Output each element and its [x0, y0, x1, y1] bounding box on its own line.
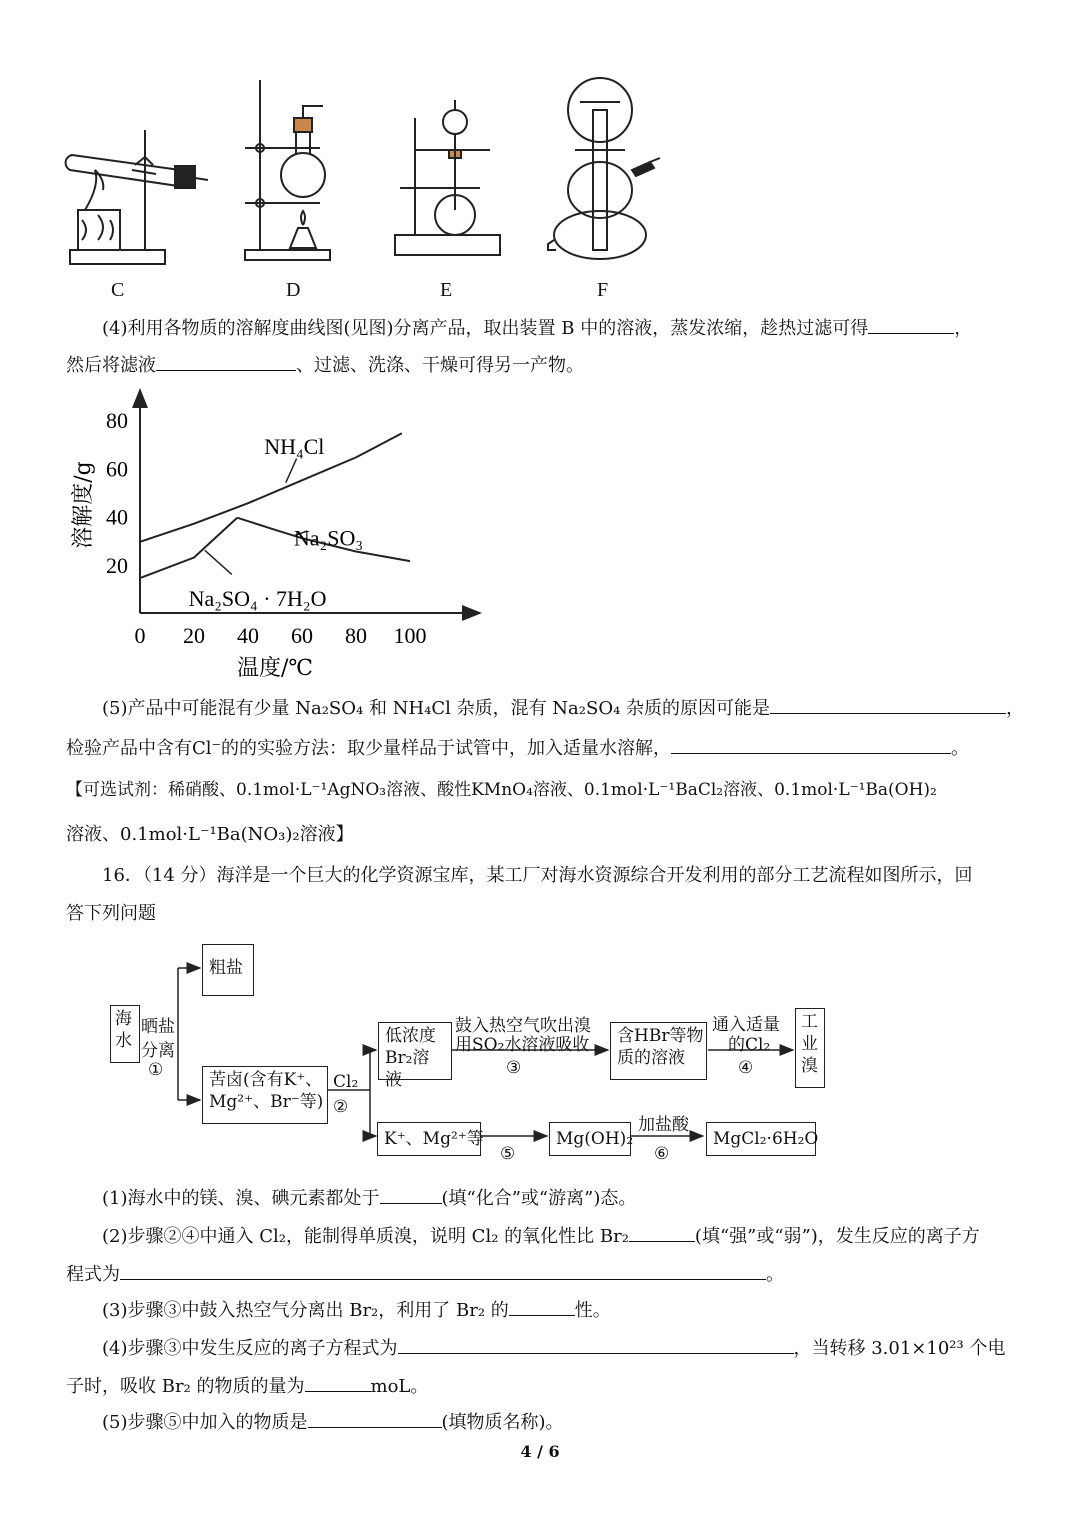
flow-step4-label-a: 通入适量	[712, 1015, 780, 1035]
q5-line2	[66, 734, 969, 760]
q16-intro-line1: 16．（14 分）海洋是一个巨大的化学资源宝库，某工厂对海水资源综合开发利用的部分工艺流程如图所示，回	[102, 865, 973, 886]
q4-line1	[102, 314, 972, 340]
x-tick-label: 20	[183, 623, 205, 648]
y-tick-label: 40	[106, 504, 128, 530]
apparatus-illustrations	[60, 70, 700, 280]
flow-brine-text-a: 苦卤(含有K⁺、	[209, 1070, 323, 1090]
x-tick-label: 0	[134, 623, 146, 648]
x-tick-label: 80	[345, 623, 367, 648]
q4-text-c: 、过滤、洗涤、干燥可得另一产物。	[296, 355, 584, 376]
flow-crude-salt-box: 粗盐	[202, 944, 254, 996]
na2so4-leader	[205, 550, 232, 574]
q4-text-b: 然后将滤液	[66, 355, 156, 376]
flow-step3-num: ③	[506, 1058, 522, 1078]
flow-mgoh-box: Mg(OH)₂	[549, 1122, 631, 1156]
x-tick-label: 40	[237, 623, 259, 648]
q16-sub3-text: (3)步骤③中鼓入热空气分离出 Br₂，利用了 Br₂ 的	[102, 1300, 509, 1321]
q5-answer-blank-1[interactable]	[770, 695, 1006, 714]
q16-sub4-line2	[66, 1372, 428, 1398]
y-tick-label: 60	[106, 456, 128, 482]
q16-sub1-end: (填“化合”或“游离”)态。	[441, 1188, 637, 1209]
apparatus-d-drawing	[245, 80, 330, 260]
na2so3-label: Na₂SO₃	[293, 525, 364, 551]
apparatus-c-drawing	[66, 130, 208, 264]
apparatus-label-c: C	[111, 279, 125, 301]
q16-sub1	[102, 1184, 636, 1210]
q16-sub3-end: 性。	[574, 1300, 611, 1321]
q5-answer-blank-2[interactable]	[671, 735, 951, 754]
flow-low-br-text-b: Br₂溶液	[385, 1048, 430, 1090]
y-tick-label: 20	[106, 552, 128, 578]
q5-reagents-line2: 溶液、0.1mol·L⁻¹Ba(NO₃)₂溶液】	[66, 824, 354, 845]
q16-sub5-end: (填物质名称)。	[441, 1412, 564, 1433]
q16-sub4	[102, 1334, 1005, 1360]
q16-sub5-text: (5)步骤⑤中加入的物质是	[102, 1412, 308, 1433]
q16-sub5	[102, 1408, 564, 1434]
q5-text-b: 检验产品中含有Cl⁻的的实验方法：取少量样品于试管中，加入适量水溶解，	[66, 738, 672, 759]
q16-sub3-blank[interactable]	[509, 1297, 575, 1316]
flow-brine-text-b: Mg²⁺、Br⁻等)	[209, 1092, 324, 1112]
flow-step2-num: ②	[333, 1097, 349, 1117]
q16-sub2-text-a: (2)步骤②④中通入 Cl₂，能制得单质溴，说明 Cl₂ 的氧化性比 Br₂	[102, 1226, 629, 1247]
flow-step1-label-b: 分离	[141, 1041, 175, 1061]
flow-k-mg-box: K⁺、Mg²⁺等	[377, 1122, 481, 1156]
q16-sub4-blank-2[interactable]	[305, 1373, 371, 1392]
flow-step6-num: ⑥	[654, 1144, 670, 1164]
flow-step5-num: ⑤	[500, 1144, 516, 1164]
flow-hbr-box	[610, 1022, 707, 1080]
flow-hbr-text-b: 质的溶液	[617, 1048, 685, 1068]
q16-sub2-text-b: (填“强”或“弱”)，发生反应的离子方	[694, 1226, 980, 1247]
flow-step4-label-b: 的Cl₂	[728, 1035, 771, 1055]
flow-brine-box	[202, 1066, 328, 1124]
nh4cl-label: NH₄Cl	[264, 433, 325, 459]
q16-sub4-text-a: (4)步骤③中发生反应的离子方程式为	[102, 1338, 398, 1359]
flow-hbr-text-a: 含HBr等物	[617, 1026, 704, 1046]
apparatus-label-d: D	[286, 279, 301, 301]
q4-text-a: (4)利用各物质的溶解度曲线图(见图)分离产品，取出装置 B 中的溶液，蒸发浓缩，趁热过滤可得	[102, 318, 869, 339]
flow-low-br-box	[378, 1022, 452, 1090]
q16-sub5-blank[interactable]	[308, 1409, 442, 1428]
flow-step3-label-b: 用SO₂水溶液吸收	[455, 1035, 590, 1055]
apparatus-label-e: E	[440, 279, 453, 301]
q16-sub3	[102, 1296, 611, 1322]
q5-text-end1: ，	[1006, 698, 1025, 719]
apparatus-label-f: F	[597, 279, 609, 301]
q16-sub2	[102, 1222, 980, 1248]
q5-line1	[102, 694, 1024, 720]
q4-answer-blank-1[interactable]	[868, 315, 954, 334]
flow-step1-label-a: 晒盐	[141, 1017, 175, 1037]
q5-reagents-line1: 【可选试剂：稀硝酸、0.1mol·L⁻¹AgNO₃溶液、酸性KMnO₄溶液、0.1mol·L⁻¹BaCl₂溶液、0.1mol·L⁻¹Ba(OH)₂	[66, 780, 937, 800]
solubility-chart	[60, 385, 500, 685]
flow-industrial-br-box: 工 业 溴	[795, 1008, 825, 1088]
apparatus-f-drawing	[548, 78, 660, 259]
page-number: 4 / 6	[520, 1442, 560, 1461]
q16-sub4-text-c: 子时，吸收 Br₂ 的物质的量为	[66, 1376, 305, 1397]
q16-sub2-line2	[66, 1260, 784, 1286]
q16-sub1-blank[interactable]	[380, 1185, 442, 1204]
q16-sub2-blank-2[interactable]	[120, 1261, 766, 1280]
q4-answer-blank-2[interactable]	[156, 352, 296, 371]
y-axis-title: 溶解度/g	[71, 461, 96, 549]
nh4cl-leader	[286, 459, 297, 483]
flow-step1-num: ①	[148, 1060, 164, 1080]
q5-text-end2: 。	[951, 738, 970, 759]
flow-step6-label: 加盐酸	[638, 1115, 689, 1135]
flow-step4-num: ④	[738, 1058, 754, 1078]
flow-cl2-label: Cl₂	[333, 1072, 359, 1092]
q16-sub2-text-c: 程式为	[66, 1264, 120, 1285]
x-axis-title: 温度/℃	[236, 656, 314, 681]
na2so4-curve	[140, 518, 237, 578]
q4-line2	[66, 351, 584, 377]
q16-sub4-text-b: ，当转移 3.01×10²³ 个电	[793, 1338, 1006, 1359]
x-tick-label: 100	[393, 623, 427, 648]
flow-low-br-text-a: 低浓度	[385, 1026, 436, 1046]
q16-sub1-text: (1)海水中的镁、溴、碘元素都处于	[102, 1188, 380, 1209]
q16-sub4-blank-1[interactable]	[398, 1335, 794, 1354]
flow-seawater-box: 海 水	[110, 1005, 140, 1063]
x-tick-label: 60	[291, 623, 313, 648]
apparatus-e-drawing	[395, 100, 500, 255]
flow-mgcl-box: MgCl₂·6H₂O	[706, 1122, 816, 1156]
q16-sub2-end: 。	[766, 1264, 784, 1285]
q4-text-end: ，	[954, 318, 973, 339]
q16-sub4-end: moL。	[370, 1376, 429, 1397]
na2so4-label: Na₂SO₄ · 7H₂O	[188, 585, 327, 611]
flow-step3-label-a: 鼓入热空气吹出溴	[455, 1016, 591, 1036]
q16-intro-line2: 答下列问题	[66, 903, 156, 924]
y-tick-label: 80	[106, 408, 128, 433]
q16-sub2-blank-1[interactable]	[629, 1223, 695, 1242]
q5-text-a: (5)产品中可能混有少量 Na₂SO₄ 和 NH₄Cl 杂质，混有 Na₂SO₄ 杂质的原因可能是	[102, 698, 771, 719]
